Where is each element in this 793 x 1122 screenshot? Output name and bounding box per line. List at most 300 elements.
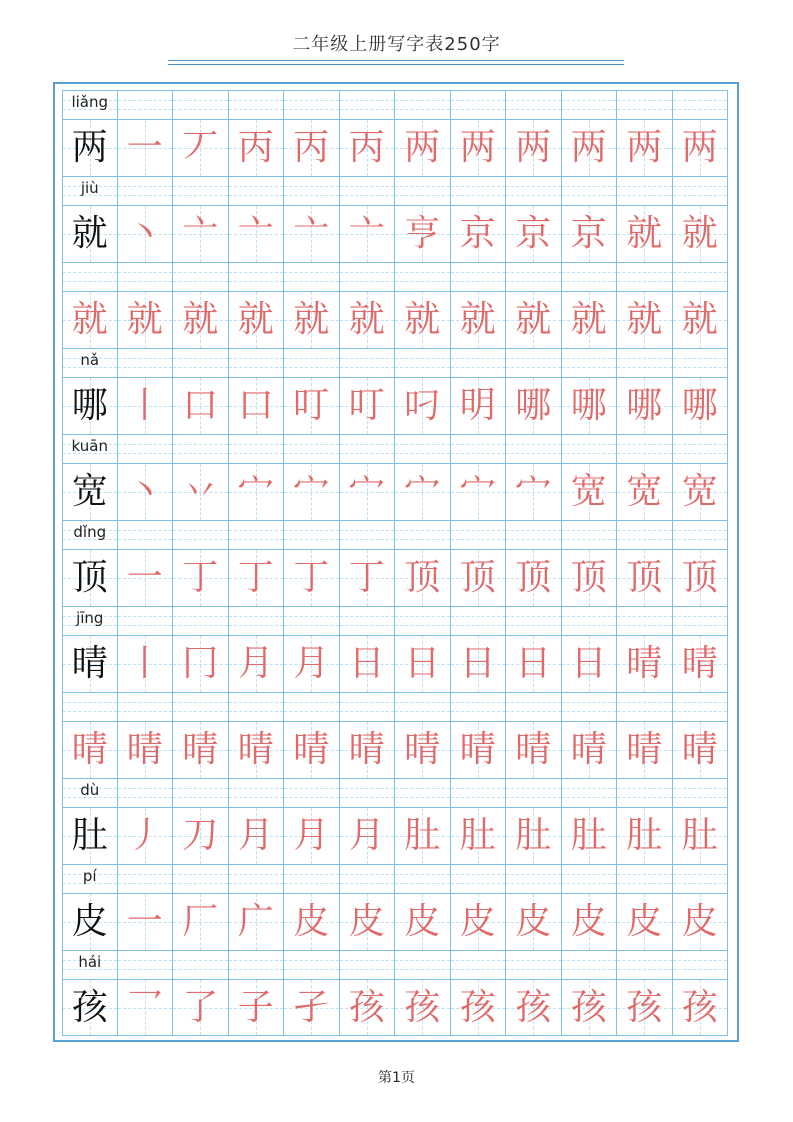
stroke-order-character: 亠 bbox=[237, 213, 274, 254]
pinyin-cell bbox=[118, 950, 174, 979]
character-cell bbox=[284, 377, 340, 434]
model-character: 哪 bbox=[71, 385, 108, 426]
stroke-order-character: 厂 bbox=[182, 901, 219, 942]
character-cell bbox=[617, 205, 673, 262]
pinyin-cell bbox=[506, 606, 562, 635]
character-cell bbox=[173, 721, 229, 778]
character-cell bbox=[617, 721, 673, 778]
stroke-order-character: 丆 bbox=[182, 127, 219, 168]
pinyin-cell bbox=[229, 520, 285, 549]
stroke-order-character: 月 bbox=[293, 815, 330, 856]
character-cell bbox=[284, 205, 340, 262]
stroke-order-character: 顶 bbox=[570, 557, 607, 598]
stroke-order-character: 两 bbox=[681, 127, 718, 168]
character-cell bbox=[617, 807, 673, 864]
stroke-order-character: 两 bbox=[459, 127, 496, 168]
pinyin-row bbox=[62, 176, 728, 205]
character-cell bbox=[284, 119, 340, 176]
character-cell bbox=[118, 893, 174, 950]
stroke-order-character: 口 bbox=[182, 385, 219, 426]
character-row bbox=[62, 807, 728, 864]
character-row bbox=[62, 463, 728, 520]
stroke-order-character: 皮 bbox=[681, 901, 718, 942]
stroke-order-character: 两 bbox=[570, 127, 607, 168]
pinyin-cell bbox=[617, 520, 673, 549]
pinyin-cell bbox=[229, 864, 285, 893]
pinyin-cell bbox=[506, 778, 562, 807]
character-cell bbox=[229, 205, 285, 262]
character-cell bbox=[451, 549, 507, 606]
stroke-order-character: 就 bbox=[404, 299, 441, 340]
character-cell bbox=[395, 463, 451, 520]
stroke-order-character: 晴 bbox=[293, 729, 330, 770]
character-cell bbox=[118, 291, 174, 348]
stroke-order-character: 哪 bbox=[626, 385, 663, 426]
character-cell bbox=[395, 635, 451, 692]
character-cell bbox=[173, 119, 229, 176]
character-row bbox=[62, 979, 728, 1036]
pinyin-cell bbox=[617, 348, 673, 377]
character-cell bbox=[284, 721, 340, 778]
pinyin-label: dù bbox=[80, 781, 100, 799]
pinyin-cell bbox=[118, 692, 174, 721]
character-cell bbox=[229, 291, 285, 348]
pinyin-cell bbox=[506, 262, 562, 291]
character-cell bbox=[62, 635, 118, 692]
pinyin-label: pí bbox=[82, 867, 97, 885]
pinyin-label: dǐng bbox=[73, 523, 107, 541]
character-cell bbox=[395, 807, 451, 864]
model-character: 孩 bbox=[71, 986, 108, 1028]
stroke-order-character: 顶 bbox=[459, 557, 496, 598]
pinyin-cell bbox=[395, 176, 451, 205]
stroke-order-character: 口 bbox=[237, 385, 274, 426]
stroke-order-character: 晴 bbox=[570, 729, 607, 770]
pinyin-cell bbox=[506, 692, 562, 721]
pinyin-cell bbox=[506, 176, 562, 205]
stroke-order-character: 哪 bbox=[515, 385, 552, 426]
pinyin-cell bbox=[395, 606, 451, 635]
character-cell bbox=[617, 463, 673, 520]
stroke-order-character: 丁 bbox=[293, 557, 330, 598]
pinyin-row bbox=[62, 348, 728, 377]
title-underline bbox=[168, 60, 624, 65]
stroke-order-character: 丁 bbox=[348, 557, 385, 598]
pinyin-cell bbox=[617, 692, 673, 721]
pinyin-cell bbox=[173, 864, 229, 893]
stroke-order-character: 孩 bbox=[570, 986, 607, 1028]
character-cell bbox=[451, 205, 507, 262]
pinyin-cell bbox=[617, 864, 673, 893]
character-cell bbox=[562, 893, 618, 950]
character-cell bbox=[506, 119, 562, 176]
pinyin-cell bbox=[562, 262, 618, 291]
pinyin-row bbox=[62, 262, 728, 291]
character-cell bbox=[562, 549, 618, 606]
pinyin-cell bbox=[673, 262, 729, 291]
stroke-order-character: 就 bbox=[348, 299, 385, 340]
character-cell bbox=[506, 807, 562, 864]
pinyin-cell bbox=[229, 950, 285, 979]
stroke-order-character: 亨 bbox=[404, 213, 441, 254]
stroke-order-character: 月 bbox=[237, 815, 274, 856]
pinyin-cell bbox=[229, 778, 285, 807]
pinyin-cell bbox=[173, 606, 229, 635]
stroke-order-character: 哪 bbox=[570, 385, 607, 426]
pinyin-cell bbox=[284, 262, 340, 291]
stroke-order-character: 宽 bbox=[681, 471, 718, 512]
character-cell bbox=[118, 549, 174, 606]
writing-grid bbox=[62, 90, 728, 1036]
character-cell bbox=[673, 807, 729, 864]
pinyin-cell bbox=[284, 864, 340, 893]
character-cell bbox=[173, 979, 229, 1036]
pinyin-cell bbox=[451, 262, 507, 291]
character-row bbox=[62, 893, 728, 950]
pinyin-cell bbox=[284, 950, 340, 979]
character-cell bbox=[284, 635, 340, 692]
pinyin-cell bbox=[340, 348, 396, 377]
pinyin-cell bbox=[673, 864, 729, 893]
pinyin-cell bbox=[118, 348, 174, 377]
pinyin-cell bbox=[118, 262, 174, 291]
character-cell bbox=[229, 119, 285, 176]
stroke-order-character: 宀 bbox=[293, 471, 330, 512]
pinyin-cell bbox=[451, 520, 507, 549]
character-cell bbox=[451, 807, 507, 864]
character-cell bbox=[451, 463, 507, 520]
pinyin-cell bbox=[395, 348, 451, 377]
character-cell bbox=[173, 205, 229, 262]
character-cell bbox=[562, 119, 618, 176]
character-cell bbox=[673, 205, 729, 262]
pinyin-cell bbox=[62, 262, 118, 291]
stroke-order-character: 亠 bbox=[348, 213, 385, 254]
character-row bbox=[62, 721, 728, 778]
character-cell bbox=[395, 291, 451, 348]
character-cell bbox=[506, 377, 562, 434]
pinyin-cell bbox=[673, 348, 729, 377]
stroke-order-character: 冂 bbox=[182, 643, 219, 684]
stroke-order-character: 日 bbox=[459, 643, 496, 684]
stroke-order-character: 顶 bbox=[626, 557, 663, 598]
stroke-order-character: 一 bbox=[126, 127, 163, 168]
pinyin-label: jiù bbox=[80, 179, 99, 197]
pinyin-cell bbox=[173, 434, 229, 463]
character-cell bbox=[673, 119, 729, 176]
character-cell bbox=[173, 549, 229, 606]
pinyin-cell bbox=[451, 176, 507, 205]
stroke-order-character: 皮 bbox=[626, 901, 663, 942]
character-cell bbox=[340, 807, 396, 864]
stroke-order-character: 刀 bbox=[182, 815, 219, 856]
character-cell bbox=[395, 119, 451, 176]
pinyin-cell bbox=[118, 434, 174, 463]
pinyin-cell bbox=[506, 864, 562, 893]
character-cell bbox=[284, 291, 340, 348]
pinyin-cell bbox=[340, 864, 396, 893]
pinyin-cell bbox=[173, 692, 229, 721]
character-cell bbox=[173, 291, 229, 348]
character-cell bbox=[340, 721, 396, 778]
stroke-order-character: 丷 bbox=[182, 471, 219, 512]
stroke-order-character: 宀 bbox=[348, 471, 385, 512]
pinyin-label: liǎng bbox=[71, 93, 109, 111]
character-cell bbox=[562, 291, 618, 348]
character-cell bbox=[284, 807, 340, 864]
pinyin-cell bbox=[617, 176, 673, 205]
character-cell bbox=[506, 979, 562, 1036]
character-cell bbox=[562, 377, 618, 434]
pinyin-cell bbox=[451, 778, 507, 807]
pinyin-cell bbox=[506, 348, 562, 377]
pinyin-cell bbox=[617, 90, 673, 119]
pinyin-row bbox=[62, 950, 728, 979]
stroke-order-character: 就 bbox=[293, 299, 330, 340]
character-cell bbox=[173, 807, 229, 864]
character-cell bbox=[284, 979, 340, 1036]
pinyin-cell bbox=[506, 90, 562, 119]
character-cell bbox=[118, 807, 174, 864]
character-cell bbox=[617, 119, 673, 176]
character-cell bbox=[451, 635, 507, 692]
stroke-order-character: 宽 bbox=[626, 471, 663, 512]
stroke-order-character: 孩 bbox=[626, 986, 663, 1028]
character-cell bbox=[617, 377, 673, 434]
pinyin-cell bbox=[562, 176, 618, 205]
pinyin-label: nǎ bbox=[80, 351, 100, 369]
character-cell bbox=[506, 549, 562, 606]
character-cell bbox=[673, 979, 729, 1036]
character-cell bbox=[284, 463, 340, 520]
pinyin-cell bbox=[118, 778, 174, 807]
character-cell bbox=[506, 721, 562, 778]
character-cell bbox=[340, 377, 396, 434]
stroke-order-character: 月 bbox=[293, 643, 330, 684]
stroke-order-character: 肚 bbox=[626, 815, 663, 856]
pinyin-cell bbox=[395, 90, 451, 119]
pinyin-cell bbox=[173, 90, 229, 119]
character-cell bbox=[562, 205, 618, 262]
pinyin-cell bbox=[229, 692, 285, 721]
character-cell bbox=[340, 119, 396, 176]
character-row bbox=[62, 119, 728, 176]
pinyin-cell bbox=[395, 864, 451, 893]
stroke-order-character: 肚 bbox=[459, 815, 496, 856]
stroke-order-character: 两 bbox=[515, 127, 552, 168]
pinyin-cell bbox=[395, 520, 451, 549]
pinyin-cell bbox=[562, 606, 618, 635]
pinyin-cell bbox=[173, 262, 229, 291]
character-cell bbox=[62, 979, 118, 1036]
pinyin-cell bbox=[562, 90, 618, 119]
pinyin-cell bbox=[62, 90, 118, 119]
pinyin-cell bbox=[284, 692, 340, 721]
stroke-order-character: 晴 bbox=[404, 729, 441, 770]
stroke-order-character: 明 bbox=[459, 385, 496, 426]
stroke-order-character: 肚 bbox=[570, 815, 607, 856]
stroke-order-character: 就 bbox=[626, 299, 663, 340]
pinyin-cell bbox=[229, 176, 285, 205]
stroke-order-character: 晴 bbox=[681, 729, 718, 770]
pinyin-cell bbox=[340, 520, 396, 549]
character-cell bbox=[395, 549, 451, 606]
stroke-order-character: 晴 bbox=[515, 729, 552, 770]
stroke-order-character: 皮 bbox=[293, 901, 330, 942]
stroke-order-character: 就 bbox=[182, 299, 219, 340]
stroke-order-character: 就 bbox=[515, 299, 552, 340]
pinyin-cell bbox=[284, 434, 340, 463]
pinyin-cell bbox=[173, 520, 229, 549]
stroke-order-character: 月 bbox=[348, 815, 385, 856]
pinyin-cell bbox=[451, 434, 507, 463]
stroke-order-character: 丨 bbox=[126, 385, 163, 426]
character-cell bbox=[229, 635, 285, 692]
pinyin-cell bbox=[673, 434, 729, 463]
character-cell bbox=[62, 205, 118, 262]
pinyin-cell bbox=[617, 778, 673, 807]
stroke-order-character: 哪 bbox=[681, 385, 718, 426]
character-cell bbox=[562, 721, 618, 778]
pinyin-cell bbox=[284, 778, 340, 807]
stroke-order-character: 京 bbox=[459, 213, 496, 254]
pinyin-cell bbox=[340, 950, 396, 979]
pinyin-cell bbox=[340, 692, 396, 721]
pinyin-cell bbox=[395, 262, 451, 291]
pinyin-row bbox=[62, 520, 728, 549]
character-cell bbox=[395, 205, 451, 262]
character-cell bbox=[451, 979, 507, 1036]
character-cell bbox=[229, 549, 285, 606]
model-character: 顶 bbox=[71, 557, 108, 598]
pinyin-cell bbox=[506, 950, 562, 979]
model-character: 就 bbox=[71, 213, 108, 254]
character-row bbox=[62, 635, 728, 692]
stroke-order-character: 晴 bbox=[626, 729, 663, 770]
character-cell bbox=[395, 721, 451, 778]
stroke-order-character: 晴 bbox=[237, 729, 274, 770]
character-cell bbox=[451, 377, 507, 434]
character-cell bbox=[673, 463, 729, 520]
character-cell bbox=[340, 979, 396, 1036]
stroke-order-character: 乛 bbox=[126, 986, 163, 1028]
pinyin-cell bbox=[673, 778, 729, 807]
pinyin-cell bbox=[562, 864, 618, 893]
pinyin-cell bbox=[284, 176, 340, 205]
pinyin-cell bbox=[451, 692, 507, 721]
character-cell bbox=[617, 549, 673, 606]
pinyin-cell bbox=[173, 778, 229, 807]
character-cell bbox=[62, 377, 118, 434]
pinyin-cell bbox=[451, 864, 507, 893]
stroke-order-character: 皮 bbox=[570, 901, 607, 942]
stroke-order-character: 晴 bbox=[459, 729, 496, 770]
pinyin-cell bbox=[62, 520, 118, 549]
pinyin-cell bbox=[451, 950, 507, 979]
character-cell bbox=[118, 377, 174, 434]
character-cell bbox=[617, 291, 673, 348]
pinyin-cell bbox=[673, 950, 729, 979]
pinyin-cell bbox=[340, 262, 396, 291]
stroke-order-character: 就 bbox=[237, 299, 274, 340]
pinyin-cell bbox=[673, 606, 729, 635]
pinyin-row bbox=[62, 90, 728, 119]
pinyin-cell bbox=[562, 520, 618, 549]
character-cell bbox=[118, 463, 174, 520]
stroke-order-character: 丙 bbox=[293, 127, 330, 168]
character-cell bbox=[506, 205, 562, 262]
character-cell bbox=[173, 635, 229, 692]
character-cell bbox=[451, 721, 507, 778]
stroke-order-character: 孩 bbox=[515, 986, 552, 1028]
pinyin-cell bbox=[395, 778, 451, 807]
pinyin-cell bbox=[340, 606, 396, 635]
pinyin-cell bbox=[284, 520, 340, 549]
pinyin-cell bbox=[562, 348, 618, 377]
pinyin-cell bbox=[562, 950, 618, 979]
stroke-order-character: 晴 bbox=[626, 643, 663, 684]
stroke-order-character: 子 bbox=[237, 986, 274, 1028]
pinyin-cell bbox=[340, 778, 396, 807]
stroke-order-character: 孩 bbox=[348, 986, 385, 1028]
pinyin-cell bbox=[451, 348, 507, 377]
pinyin-cell bbox=[62, 606, 118, 635]
stroke-order-character: 宀 bbox=[404, 471, 441, 512]
pinyin-cell bbox=[395, 692, 451, 721]
character-cell bbox=[673, 377, 729, 434]
pinyin-cell bbox=[451, 606, 507, 635]
pinyin-cell bbox=[562, 778, 618, 807]
character-cell bbox=[451, 119, 507, 176]
pinyin-cell bbox=[340, 434, 396, 463]
stroke-order-character: 就 bbox=[626, 213, 663, 254]
stroke-order-character: 丿 bbox=[126, 815, 163, 856]
character-cell bbox=[673, 291, 729, 348]
character-cell bbox=[617, 635, 673, 692]
page-number: 第1页 bbox=[378, 1070, 415, 1086]
stroke-order-character: 晴 bbox=[681, 643, 718, 684]
character-cell bbox=[173, 893, 229, 950]
stroke-order-character: 宽 bbox=[570, 471, 607, 512]
pinyin-cell bbox=[173, 950, 229, 979]
pinyin-cell bbox=[673, 520, 729, 549]
stroke-order-character: 丁 bbox=[182, 557, 219, 598]
stroke-order-character: 孩 bbox=[459, 986, 496, 1028]
pinyin-cell bbox=[62, 864, 118, 893]
pinyin-cell bbox=[340, 90, 396, 119]
pinyin-cell bbox=[284, 606, 340, 635]
pinyin-cell bbox=[229, 606, 285, 635]
stroke-order-character: 就 bbox=[126, 299, 163, 340]
stroke-order-character: 亠 bbox=[182, 213, 219, 254]
character-cell bbox=[562, 807, 618, 864]
character-cell bbox=[673, 721, 729, 778]
stroke-order-character: 叮 bbox=[293, 385, 330, 426]
stroke-order-character: 了 bbox=[182, 986, 219, 1028]
pinyin-cell bbox=[673, 176, 729, 205]
character-cell bbox=[284, 893, 340, 950]
character-cell bbox=[395, 893, 451, 950]
character-cell bbox=[562, 635, 618, 692]
pinyin-cell bbox=[118, 520, 174, 549]
stroke-order-character: 亠 bbox=[293, 213, 330, 254]
stroke-order-character: 顶 bbox=[515, 557, 552, 598]
stroke-order-character: 就 bbox=[459, 299, 496, 340]
stroke-order-character: 就 bbox=[681, 299, 718, 340]
character-cell bbox=[617, 893, 673, 950]
stroke-order-character: 京 bbox=[570, 213, 607, 254]
character-cell bbox=[340, 205, 396, 262]
